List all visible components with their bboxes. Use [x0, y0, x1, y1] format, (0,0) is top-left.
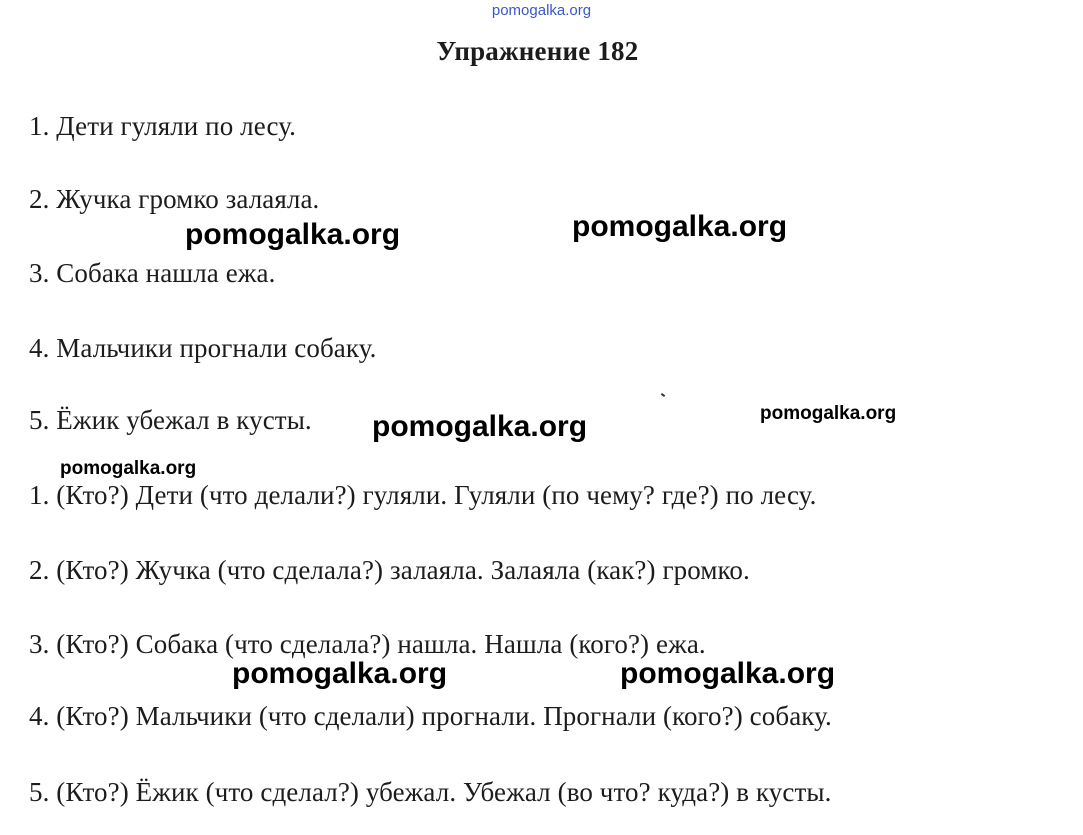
analysis-2: 2. (Кто?) Жучка (что сделала?) залаяла. Залаяла (как?) громко. [29, 555, 750, 585]
analysis-3: 3. (Кто?) Собака (что сделала?) нашла. Нашла (кого?) ежа. [29, 629, 706, 659]
analysis-5: 5. (Кто?) Ёжик (что сделал?) убежал. Убежал (во что? куда?) в кусты. [29, 777, 832, 807]
sentence-1: 1. Дети гуляли по лесу. [29, 111, 296, 141]
analysis-4: 4. (Кто?) Мальчики (что сделали) прогнали. Прогнали (кого?) собаку. [29, 701, 832, 731]
sentence-2: 2. Жучка громко залаяла. [29, 184, 320, 214]
sentence-3: 3. Собака нашла ежа. [29, 258, 276, 288]
watermark: pomogalka.org [760, 403, 897, 424]
stray-mark [661, 393, 665, 397]
watermark: pomogalka.org [232, 657, 448, 690]
watermark: pomogalka.org [620, 657, 836, 690]
sentence-5: 5. Ёжик убежал в кусты. [29, 405, 312, 435]
watermark: pomogalka.org [185, 218, 401, 251]
exercise-title: Упражнение 182 [436, 36, 639, 66]
watermark: pomogalka.org [572, 210, 788, 243]
watermark: pomogalka.org [60, 458, 197, 479]
analysis-1: 1. (Кто?) Дети (что делали?) гуляли. Гуляли (по чему? где?) по лесу. [29, 480, 817, 510]
site-header-link[interactable]: pomogalka.org [491, 2, 592, 19]
watermark: pomogalka.org [372, 410, 588, 443]
sentence-4: 4. Мальчики прогнали собаку. [29, 333, 377, 363]
